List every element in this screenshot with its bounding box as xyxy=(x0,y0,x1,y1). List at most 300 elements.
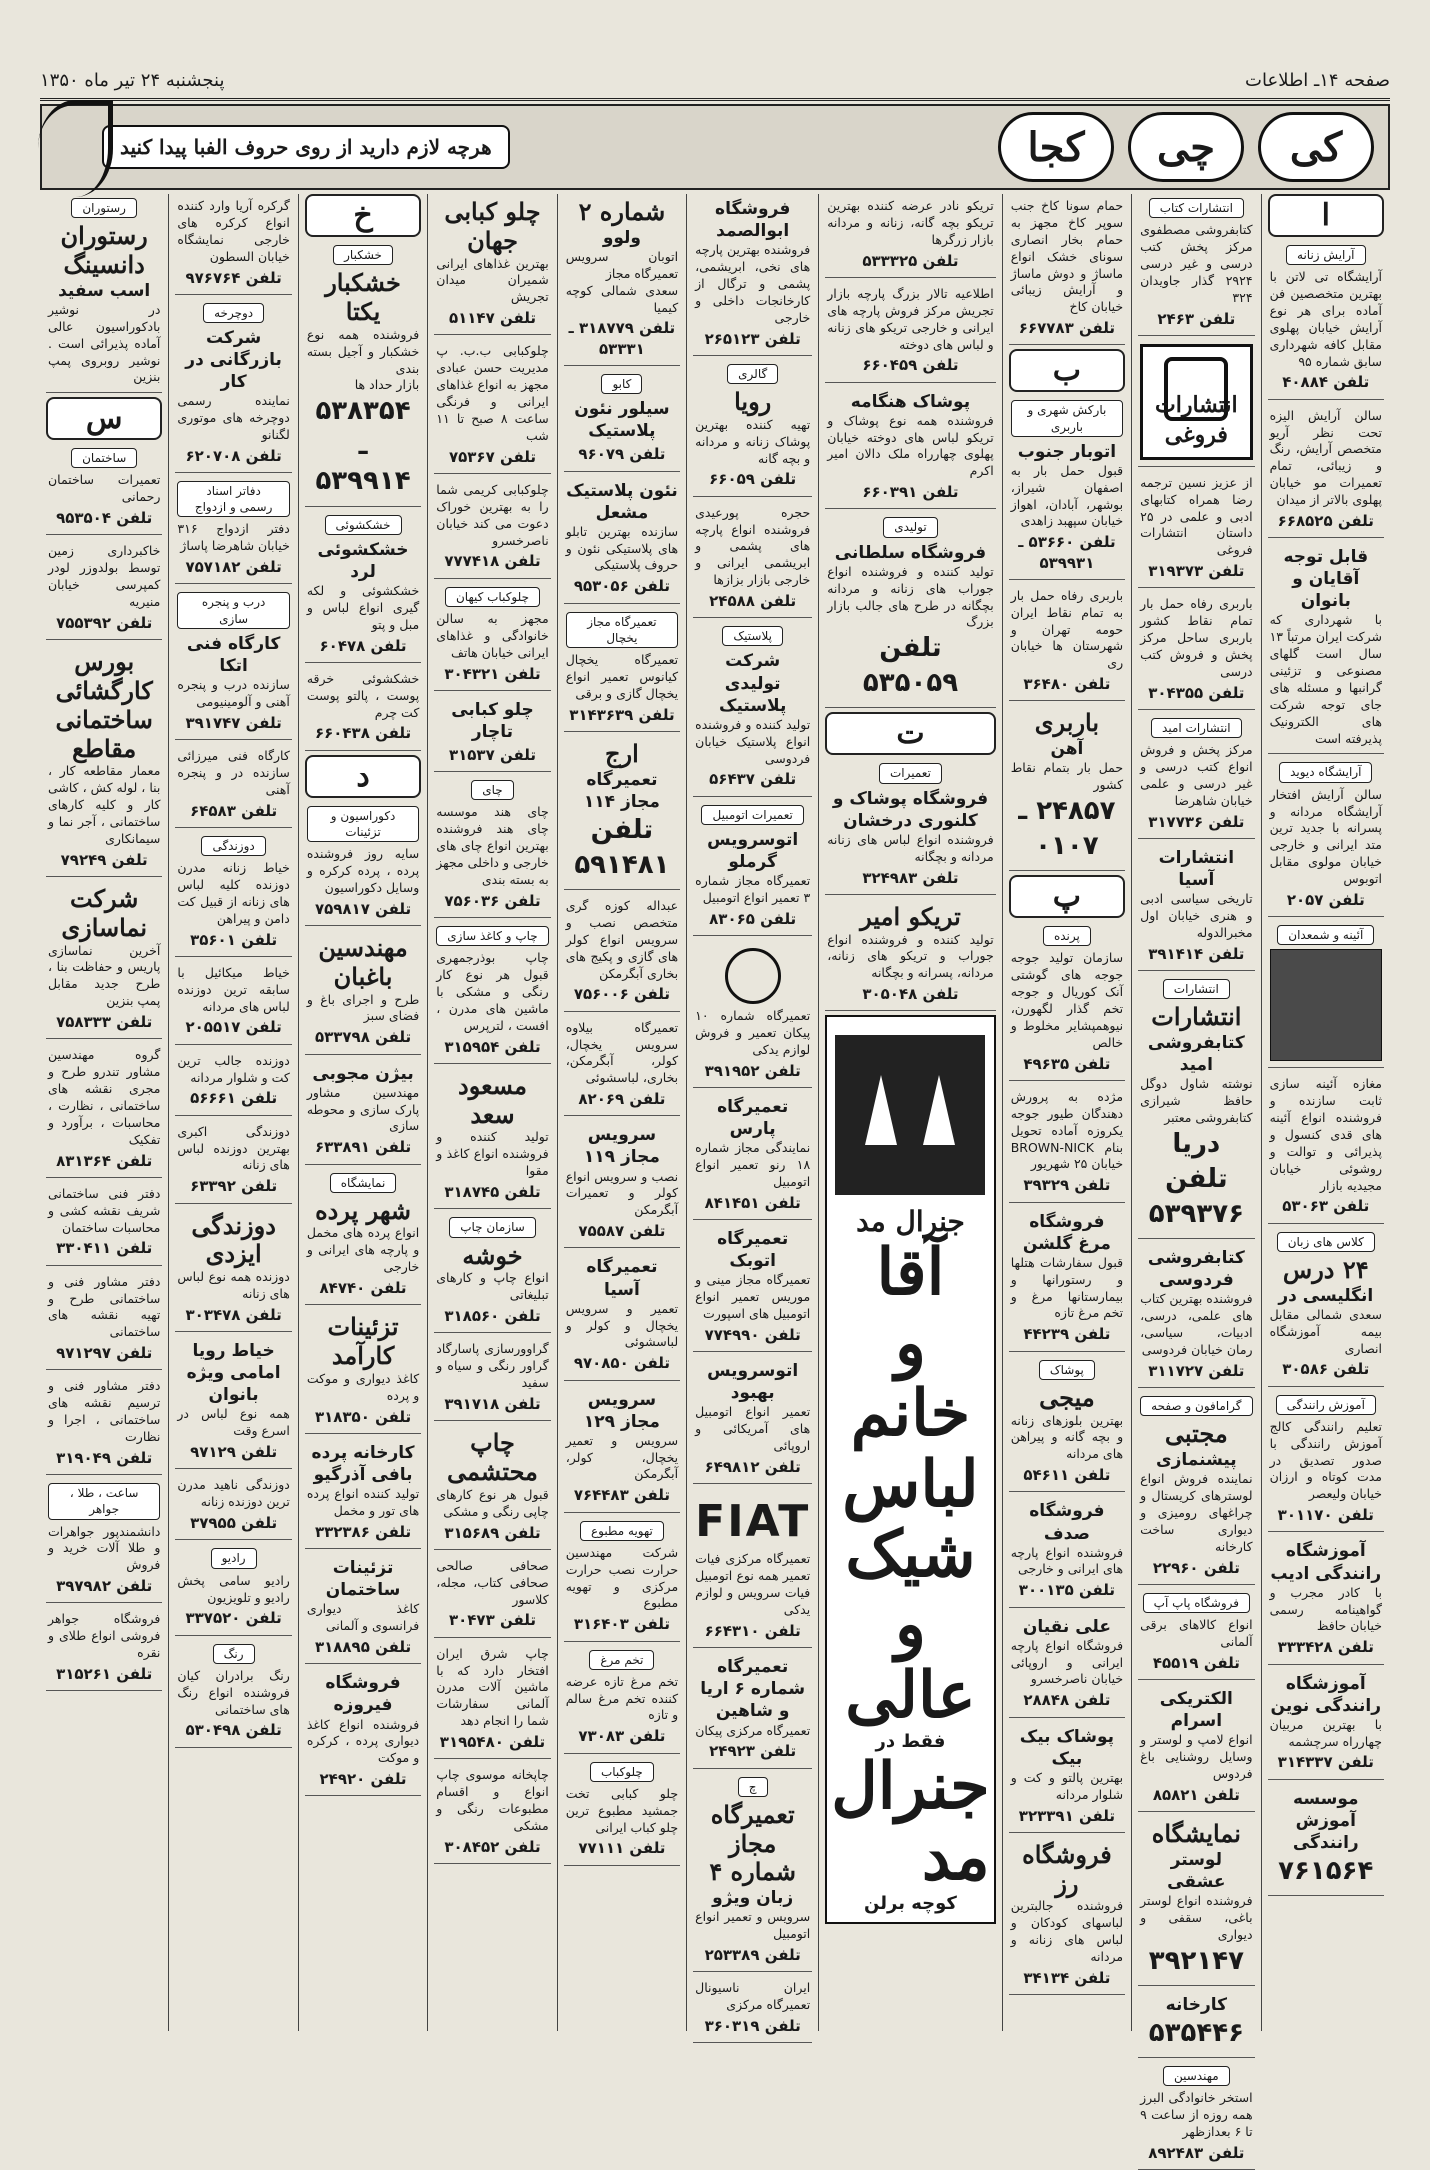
category-heading: تخم مرغ xyxy=(589,1650,654,1670)
classified-ad xyxy=(564,1385,680,1513)
fiat-logo: FIAT xyxy=(695,1496,811,1548)
ad-subheadline: تعمیرگاه شماره ۶ اریا و شاهین xyxy=(700,1657,806,1722)
publisher-name: انتشارات فروغی xyxy=(1155,392,1238,449)
phone-number: تلفن ۶۶۰۴۵۹ xyxy=(862,356,959,375)
ad-text: فروشنده بهترین کتاب های علمی، درسی، ادبیات، سیاسی، رمان خیابان فردوسی xyxy=(1140,1291,1253,1357)
classified-ad xyxy=(1009,1496,1125,1607)
phone-number: تلفن ۹۷۰۸۵۰ xyxy=(573,1354,671,1373)
ad-headline: و xyxy=(895,1305,926,1381)
ad-headline: دوزندگی ایزدی xyxy=(191,1210,276,1269)
category-heading: نمایشگاه xyxy=(330,1173,397,1193)
category-heading: آئینه و شمعدان xyxy=(1277,925,1374,945)
ad-subheadline: الکتریکی اسرام xyxy=(1159,1688,1233,1732)
phone-number: تلفن ۳۰۴۳۲۱ xyxy=(444,664,541,683)
phone-number: تلفن ۶۶۴۳۱۰ xyxy=(704,1621,801,1640)
classified-ad xyxy=(564,1758,680,1866)
ad-text: آخرین نماسازی پاریس و حفاظت بنا ، طرح جدید مقابل پمپ بنزین xyxy=(47,942,161,1009)
ad-text: چای هند موسسه چای هند فروشنده بهترین انواع چای های خارجی و داخلی مجهز به بسته بندی xyxy=(436,804,549,887)
ad-column xyxy=(40,194,168,2031)
phone-number: تلفن ۳۰۵۸۶ xyxy=(1282,1360,1370,1379)
banner-slogan: هرچه لازم دارید از روی حروف الفبا پیدا کنید xyxy=(102,125,510,169)
phone-number: تلفن ۵۳۳۳۲۵ xyxy=(862,251,959,270)
classified-ad xyxy=(46,1479,162,1603)
ad-text: انواع لامپ و لوستر و وسایل روشنایی باغ فردوس xyxy=(1140,1732,1253,1781)
classified-ad xyxy=(175,299,291,473)
ad-column xyxy=(298,194,427,2031)
classified-ad xyxy=(564,476,680,604)
phone-number: تلفن ۲۰۵۵۱۷ xyxy=(185,1018,282,1037)
ad-headline: شماره ۲ xyxy=(578,197,666,226)
ad-text: فروشگاه جواهر فروشی انواع طلای و نقره xyxy=(47,1611,161,1661)
ad-subheadline: فروشگاه پوشاک و کلنوری درخشان xyxy=(832,788,989,831)
phone-number: تلفن ۴۹۶۳۵ xyxy=(1023,1054,1111,1073)
ad-text: تعمیرات ساختمان رحمانی xyxy=(47,472,161,505)
classified-ad xyxy=(46,881,162,1039)
ad-column xyxy=(686,194,818,2036)
phone-number: تلفن ۳۱۹۰۴۹ xyxy=(56,1448,153,1467)
phone-number: تلفن ۳۰۴۳۵۵ xyxy=(1148,683,1245,702)
ad-text: مجهز به سالن خانوادگی و غذاهای ایرانی خیابان هاتف xyxy=(436,610,549,660)
ad-text: نوشته شاول دوگل حافظ شیرازی کتابفروشی معتبر xyxy=(1140,1076,1253,1125)
phone-number: دریا تلفن ۵۳۹۳۷۶ xyxy=(1148,1128,1244,1230)
phone-number: تلفن ۳۱۵۹۵۴ xyxy=(444,1037,541,1056)
ad-column xyxy=(557,194,686,2031)
category-heading: چاپ و کاغذ سازی xyxy=(436,926,548,946)
classified-ad xyxy=(46,1374,162,1475)
ad-text: تعمیرگاه شماره ۱۰ پیکان تعمیر و فروش لوازم یدکی xyxy=(695,1008,811,1057)
ad-subheadline: کارخانه پرده بافی آذرگیو xyxy=(311,1442,415,1486)
classified-ad xyxy=(1138,471,1254,589)
classified-ad xyxy=(1138,340,1254,467)
classified-ad xyxy=(564,1016,680,1117)
category-heading: گالری xyxy=(727,364,778,384)
ad-text: طرح و اجرای باغ و فضای سبز xyxy=(306,991,420,1024)
category-heading: مهندسین xyxy=(1163,2066,1230,2086)
phone-number: تلفن ۳۶۴۸۰ xyxy=(1023,675,1111,694)
classified-ad xyxy=(1009,1837,1125,1995)
ad-text: تولید کننده و فروشنده انواع کاغذ و مقوا xyxy=(436,1129,549,1179)
ad-text: سازنده بهترین تابلو های پلاستیکی نئون و حروف پلاستیکی xyxy=(565,523,679,573)
ad-text: دوزندگی ناهید مدرن ترین دوزنده زنانه xyxy=(177,1477,290,1510)
ad-text: حمل بار بتمام نقاط کشور xyxy=(1010,760,1124,793)
ad-text: شرکت مهندسین حرارت نصب حرارت مرکزی و تهویه مطبوع xyxy=(565,1544,679,1611)
phone-number: تلفن ۳۱۹۵۴۸۰ xyxy=(439,1733,546,1752)
ad-subheadline: اتوسرویس بهبود xyxy=(707,1361,799,1404)
classified-ad xyxy=(46,539,162,640)
classified-ad xyxy=(1138,1392,1254,1585)
phone-number: تلفن ۳۴۱۳۴ xyxy=(1023,1968,1111,1987)
classified-ad xyxy=(434,1642,550,1760)
section-letter: ا xyxy=(1268,194,1384,237)
phone-number: تلفن ۳۱۸۸۹۵ xyxy=(314,1638,412,1657)
phone-number: تلفن ۶۶۰۳۹۱ xyxy=(862,483,959,502)
phone-number: تلفن ۵۹۱۴۸۱ xyxy=(574,814,670,880)
ad-text: سایه روز فروشنده پرده ، پرده کرکره و وسایل دکوراسیون xyxy=(306,846,420,895)
ad-headline: انتشارات xyxy=(1151,1002,1242,1032)
classified-ad xyxy=(1009,1612,1125,1718)
classified-ad xyxy=(564,194,680,366)
ad-subheadline: فروشگاه سلطانی xyxy=(834,542,987,563)
classified-ad xyxy=(1138,975,1254,1239)
classified-ad xyxy=(434,1763,550,1864)
banner-word-who: کی xyxy=(1258,112,1374,182)
classified-ad xyxy=(305,1309,421,1434)
ad-text: آرایشگاه تی لاتن با بهترین متخصصین فن آماده برای هر نوع آرایش خیابان پهلوی مقابل کافه شهرداری سابق شماره ۹۵ xyxy=(1269,269,1382,369)
phone-number: تلفن ۳۹۳۲۹ xyxy=(1023,1176,1111,1195)
ad-text: با بهترین مربیان چهارراه سرچشمه xyxy=(1269,1716,1382,1749)
ad-text: گروه مهندسین مشاور تندرو طرح و مجری نقشه های ساختمانی ، نظارت ، محاسبات ، برآورد و تفکیک xyxy=(47,1047,161,1147)
phone-number: تلفن ۹۷۱۲۹ xyxy=(190,1443,278,1462)
phone-number: تلفن ۵۶۶۶۱ xyxy=(190,1089,278,1108)
ad-text: کاغذ دیواری فرانسوی و آلمانی xyxy=(306,1601,420,1634)
phone-number: تلفن ۳۳۰۴۱۱ xyxy=(56,1239,153,1258)
ad-text: سرویس و تعمیر انواع اتومبیل xyxy=(695,1909,811,1942)
ad-text: نماینده فروش انواع لوسترهای کریستال و چراغهای رومیزی و دیواری ساخت کارخانه xyxy=(1140,1471,1253,1554)
classified-ad xyxy=(1009,584,1125,702)
ad-text: تاریخی سیاسی ادبی و هنری خیابان اول مخبرالدوله xyxy=(1140,891,1253,940)
ad-text: ایران ناسیونال تعمیرگاه مرکزی xyxy=(695,1980,811,2013)
classified-ad xyxy=(1138,714,1254,839)
phone-number: تلفن ۶۳۳۸۹۱ xyxy=(314,1138,412,1157)
category-heading: تولیدی xyxy=(883,517,938,537)
classified-ad xyxy=(564,894,680,1012)
phone-number: تلفن ۳۱۴۳۶۳۹ xyxy=(569,705,675,724)
classified-ad xyxy=(693,1976,812,2043)
ad-headline: چلو کبابی جهان xyxy=(444,197,541,255)
ad-subheadline: کارخانه xyxy=(1165,1994,1228,2015)
ad-text: تعمیر و سرویس یخچال و کولر و لباسشوئی xyxy=(565,1300,679,1350)
phone-number: تلفن ۶۳۳۹۲ xyxy=(190,1177,278,1196)
ad-headline: ۲۴ درس xyxy=(1282,1254,1369,1284)
category-heading: درب و پنجره سازی xyxy=(177,592,289,628)
phone-number: تلفن ۷۵۹۸۱۷ xyxy=(314,899,412,918)
ad-subheadline: تعمیرگاه پارس xyxy=(717,1096,789,1139)
ad-headline: فروشگاه رز xyxy=(1022,1839,1112,1898)
ad-column xyxy=(818,194,1001,2031)
ad-subheadline: علی نقیان xyxy=(1022,1616,1111,1637)
ad-text: از عزیز نسین ترجمه رضا همراه کتابهای ادبی و علمی در ۲۵ داستان انتشارات فروغی xyxy=(1140,474,1253,558)
ad-text: مغازه آئینه سازی ثابت سازنده و فروشنده انواع آئینه های قدی کنسول و پذیرائی و توالت و روشوئی خیابان مجیدیه بازار xyxy=(1269,1076,1382,1193)
phone-number: تلفن ۳۹۱۷۴۷ xyxy=(185,713,282,732)
classified-ad xyxy=(434,1213,550,1333)
ad-column xyxy=(1261,194,1390,2031)
phone-number: ۷۶۱۵۶۴ xyxy=(1278,1856,1374,1887)
ad-text: سازمان تولید جوجه جوجه های گوشتی آنک کوریال و جوجه تخم گذار لگهورن، نیوهمپشایر مخلوط و خالص xyxy=(1010,950,1124,1050)
phone-number: تلفن ۴۴۲۳۹ xyxy=(1023,1325,1111,1344)
phone-number: تلفن ۳۰۰۱۳۵ xyxy=(1018,1581,1116,1600)
ad-text: فروشنده جالبترین لباسهای کودکان و لباس های زنانه و مردانه xyxy=(1010,1898,1124,1964)
ad-subheadline: سرویس مجاز ۱۱۹ xyxy=(583,1125,660,1168)
ad-subheadline: بیژن مجوبی xyxy=(312,1063,414,1084)
ad-headline: چاپ محتشمی xyxy=(447,1428,538,1486)
ad-column xyxy=(1002,194,1131,2031)
ad-text: سازنده درب و پنجره آهنی و آلومینیومی xyxy=(177,677,290,709)
phone-number: تلفن ۳۳۲۳۸۶ xyxy=(314,1522,412,1541)
phone-number: تلفن ۲۰۵۷ xyxy=(1286,890,1365,909)
classified-ad xyxy=(693,194,812,356)
classified-ad xyxy=(825,899,995,1012)
classified-ad xyxy=(825,759,995,894)
phone-number: تلفن ۷۵۵۸۷ xyxy=(578,1222,666,1241)
ad-subheadline: شرکت بازرگانی در کار xyxy=(185,327,282,393)
classified-ad xyxy=(434,583,550,691)
ad-headline: رستوران دانسینگ xyxy=(60,221,148,279)
ad-text: قبول حمل بار به اصفهان شیراز، بوشهر، آبادان، اهواز خیابان سپهبد زاهدی xyxy=(1010,462,1124,529)
classified-ad xyxy=(1268,404,1384,539)
classified-ad xyxy=(434,339,550,474)
phone-number: تلفن ۳۰۱۱۷۰ xyxy=(1277,1506,1374,1525)
category-heading: بارکش شهری و باربری xyxy=(1011,400,1123,436)
ad-text: تولید کننده و فروشنده انواع جوراب های زنانه و مردانه بچگانه در طرح های جالب بازار بزرگ xyxy=(827,563,994,630)
classified-ad xyxy=(434,1337,550,1421)
ad-text: چلوکبابی کریمی شما را به بهترین خوراک دعوت می کند خیابان ناصرخسرو xyxy=(436,481,549,548)
classified-ad xyxy=(1138,2062,1254,2170)
classified-ad xyxy=(1268,1784,1384,1896)
ad-subheadline: انتشارات آسیا xyxy=(1158,848,1235,891)
category-heading: رستوران xyxy=(71,198,137,218)
phone-number: تلفن ۶۶۸۵۲۵ xyxy=(1277,511,1374,530)
ad-text: تعمیر انواع اتومبیل های آمریکائی و اروپائی xyxy=(695,1404,811,1453)
phone-number: تلفن ۶۶۰۴۳۸ xyxy=(314,724,412,743)
category-heading: رادیو xyxy=(211,1548,257,1568)
phone-number: تلفن ۵۴۶۱۱ xyxy=(1023,1466,1111,1485)
classified-ad xyxy=(1268,1391,1384,1533)
classified-ad xyxy=(434,478,550,579)
classified-ad xyxy=(175,832,291,957)
category-heading: چ xyxy=(738,1777,768,1797)
classified-ad xyxy=(825,194,995,278)
ad-text: خیاط میکائیل با سابقه ترین دوزنده لباس های مردانه xyxy=(177,964,290,1014)
ad-text: تولید کننده و فروشنده انواع جوراب و تریکو های زنانه، مردانه، پسرانه و بچگانه xyxy=(827,931,994,981)
banner-word-what: چی xyxy=(1128,112,1244,182)
ad-text: حمام سونا کاخ جنب سوپر کاخ مجهز به حمام بخار انصاری سونای خشک انواع ماساژ و دوش ماساژ و آرایش زیبائی خیابان کاخ xyxy=(1010,198,1124,315)
ad-headline: مجتبی xyxy=(1164,1419,1228,1449)
ad-text: رادیو سامی پخش رادیو و تلویزیون xyxy=(177,1572,290,1605)
ad-headline: بورس کارگشائی ساختمانی مقاطع xyxy=(55,647,153,763)
ad-text: دفتر مشاور فنی و ترسیم نقشه های ساختمانی ، اجرا و نظارت xyxy=(47,1378,161,1445)
ad-subheadline: کتابفروشی فردوسی xyxy=(1147,1248,1245,1291)
classified-ad xyxy=(693,622,812,796)
ad-text: بهترین غذاهای ایرانی شمیران میدان تجریش xyxy=(436,255,549,305)
phone-number: تلفن ۲۲۹۶۰ xyxy=(1152,1558,1240,1577)
ad-headline: آقا xyxy=(876,1235,945,1311)
ad-text: سالن آرایش افتخار آرایشگاه مردانه و پسرانه با جدید ترین متد ایرانی و خارجی خیابان مولوی مقابل اتوبوس xyxy=(1269,786,1382,887)
ad-text: دوزندگی اکبری بهترین دوزنده لباس های زنانه xyxy=(177,1123,290,1173)
classified-ad xyxy=(175,744,291,828)
classified-ad xyxy=(1138,194,1254,336)
brand-name: جنرال مد xyxy=(856,1205,965,1239)
ad-subheadline: زبان ویژو xyxy=(712,1888,794,1909)
phone-number: تلفن ۳۱۸۷۴۵ xyxy=(444,1183,541,1202)
phone-number: تلفن ۷۵۶۰۰۶ xyxy=(573,985,671,1004)
category-heading: آرایشگاه دیوید xyxy=(1279,762,1372,782)
ad-text: گراوورسازی پاسارگاد گراور رنگی و سیاه و سفید xyxy=(436,1341,549,1391)
phone-number: تلفن ۸۴۷۴۰ xyxy=(319,1279,407,1298)
classified-ad xyxy=(305,511,421,663)
category-heading: انتشارات کتاب xyxy=(1149,198,1244,218)
ad-text: فقط در xyxy=(875,1731,946,1753)
phone-number: تلفن ۵۳۰۶۳ xyxy=(1282,1197,1370,1216)
phone-number: تلفن ۳۰۵۰۴۸ xyxy=(862,985,959,1004)
phone-number: تلفن ۲۴۹۲۰ xyxy=(319,1770,407,1789)
ad-text: دوزنده جالب ترین کت و شلوار مردانه xyxy=(177,1052,290,1085)
classified-ad xyxy=(1009,922,1125,1081)
classified-ad xyxy=(175,1640,291,1748)
classified-ad xyxy=(434,776,550,918)
classified-ad xyxy=(434,1425,550,1550)
classified-ad xyxy=(175,588,291,740)
ad-text: فروشنده همه نوع پوشاک و تریکو لباس های دوخته خیابان پهلوی چهارراه ملک دالان امیر اکرم xyxy=(827,412,994,479)
phone-number: تلفن ۵۶۴۳۷ xyxy=(709,770,797,789)
ad-text: کاغذ دیواری و موکت و پرده xyxy=(306,1370,420,1403)
classified-ad xyxy=(1138,1684,1254,1812)
classified-ad xyxy=(564,608,680,732)
category-heading: چای xyxy=(471,780,513,800)
phone-number: تلفن ۹۷۶۷۶۴ xyxy=(185,268,282,287)
ad-text: فروشنده انواع کاغذ دیواری پرده ، کرکره و موکت xyxy=(306,1716,420,1766)
classified-ad xyxy=(1138,843,1254,971)
classified-ad xyxy=(175,1336,291,1469)
phone-number: تلفن ۵۳۵۰۵۹ xyxy=(862,633,959,699)
phone-number: تلفن ۳۱۴۳۳۷ xyxy=(1277,1753,1374,1772)
phone-number: تلفن ۵۳۰۴۹۸ xyxy=(185,1721,282,1740)
ad-subheadline: فروشگاه فیروزه xyxy=(325,1673,401,1716)
classified-ad xyxy=(693,801,812,936)
phone-number: تلفن ۵۱۱۴۷ xyxy=(448,309,537,328)
category-heading: دوزندگی xyxy=(201,836,265,856)
phone-number: تلفن ۳۱۵۶۸۹ xyxy=(444,1523,541,1542)
ad-text: باربری رفاه حمل بار تمام نقاط کشور باربری ساحل مرکز پخش و فروش کتب درسی xyxy=(1140,596,1253,679)
ad-subheadline: آموزشگاه رانندگی ادیب xyxy=(1270,1541,1382,1584)
classified-ad xyxy=(46,194,162,393)
ad-text: نصب و سرویس انواع کولر و تعمیرات آبگرمکن xyxy=(565,1168,679,1218)
category-heading: انتشارات xyxy=(1163,979,1230,999)
phone-number: تلفن ۴۰۸۸۴ xyxy=(1282,373,1370,392)
publisher-logo xyxy=(1140,344,1252,460)
ad-headline: خانم xyxy=(850,1376,971,1452)
phone-number: تلفن ۳۱۷۷۳۶ xyxy=(1148,812,1245,831)
category-heading: کلاس های زبان xyxy=(1277,1232,1375,1252)
ad-text: تعمیرگاه مرکزی پیکان xyxy=(695,1722,811,1738)
phone-number: تلفن ۳۹۱۷۱۸ xyxy=(444,1394,541,1413)
phone-number: تلفن ۸۲۰۶۹ xyxy=(578,1090,666,1109)
phone-number: تلفن ۵۳۶۶۰ ـ ۵۳۹۹۳۱ xyxy=(1018,533,1116,572)
ad-text: سرویس و تعمیر یخچال، کولر، آبگرمکن xyxy=(565,1432,679,1482)
ad-text: همه نوع لباس در اسرع وقت xyxy=(177,1406,290,1439)
ad-text: چاپ بوذرجمهری قبول هر نوع کار رنگی و مشکی با ماشین های مدرن ، افست ، لترپرس xyxy=(436,950,549,1033)
phone-number: تلفن ۸۳۰۶۵ xyxy=(709,909,797,928)
ad-subheadline: فروشگاه ابوالصمد xyxy=(715,199,791,242)
phone-number: تلفن ۹۵۳۰۵۶ xyxy=(573,577,671,596)
ad-subheadline: تعمیرگاه اتوبک xyxy=(717,1228,789,1272)
phone-number: تلفن ۷۹۲۴۹ xyxy=(60,850,148,869)
category-heading: دفاتر اسناد رسمی و ازدواج xyxy=(177,481,289,517)
classified-ad xyxy=(1009,1356,1125,1493)
phone-number: تلفن ۷۷۴۹۹۰ xyxy=(704,1325,801,1344)
ad-text: در نوشیر بادکوراسیون عالی آماده پذیرائی است . نوشیر روبروی پمپ بنزین xyxy=(47,301,161,385)
classified-ad xyxy=(693,1224,812,1352)
ad-text: مهندسین مشاور پارک سازی و محوطه سازی xyxy=(306,1084,420,1134)
category-heading: چلوکباب کیهان xyxy=(445,587,540,607)
ad-headline: مسعود سعد xyxy=(458,1070,527,1129)
phone-number: تلفن ۲۴۶۳ xyxy=(1157,309,1236,328)
category-heading: پوشاک xyxy=(1039,1360,1095,1380)
ad-subheadline: نئون پلاستیک مشعل xyxy=(566,480,678,523)
ad-text: سعدی شمالی مقابل بیمه آموزشگاه انصاری xyxy=(1269,1306,1382,1356)
category-heading: چلوکباب xyxy=(590,1762,654,1782)
ad-text: فروشنده بهترین پارچه های نخی، ابریشمی، پشمی و ترگال از کارخانجات داخلی و خارجی xyxy=(695,242,811,325)
phone-number: تلفن ۳۱۸۳۵۰ xyxy=(314,1407,412,1426)
phone-number: تلفن ۳۶۰۳۱۹ xyxy=(704,2017,801,2036)
category-heading: دوچرخه xyxy=(203,303,264,323)
phone-number: تلفن ۸۴۱۴۵۱ xyxy=(704,1193,801,1212)
ad-headline: عالی xyxy=(845,1657,976,1733)
ad-subheadline: کارگاه فنی اتکا xyxy=(186,633,281,676)
category-heading: ساختمان xyxy=(71,448,137,468)
phone-number: تلفن ۷۵۳۶۷ xyxy=(448,447,537,466)
category-heading: رنگ xyxy=(213,1644,255,1664)
classified-ad xyxy=(825,513,995,708)
phone-number: تلفن ۶۴۹۸۱۲ xyxy=(704,1457,801,1476)
classified-ad xyxy=(1009,1085,1125,1203)
ad-text: مرکز پخش و فروش انواع کتب درسی و غیر درسی و علمی خیابان شاهرضا xyxy=(1140,742,1253,808)
address-text: کوچه برلن xyxy=(864,1893,957,1914)
category-heading: پرنده xyxy=(1043,926,1091,946)
classified-ad xyxy=(175,194,291,295)
classified-ad xyxy=(693,501,812,619)
classified-ad xyxy=(46,1270,162,1371)
ad-text: بهترین پالتو و کت و شلوار مردانه xyxy=(1010,1769,1124,1802)
classified-ad xyxy=(1009,705,1125,871)
phone-number: تلفن ۹۶۰۷۹ xyxy=(578,445,666,464)
phone-number: تلفن ۲۴۵۸۸ xyxy=(709,592,797,611)
classified-ad xyxy=(175,1473,291,1540)
ad-headline: خشکبار یکتا xyxy=(325,268,401,326)
ad-text: دوزنده همه نوع لباس های زنانه xyxy=(177,1269,290,1302)
ad-headline: شرکت نماسازی xyxy=(61,884,147,942)
classified-ad xyxy=(1268,241,1384,400)
ad-subheadline: سرویس مجاز ۱۲۹ xyxy=(583,1389,660,1432)
ad-text: تعمیرگاه یخچال کیانوس تعمیر انواع یخچال گازی و برقی xyxy=(565,651,679,701)
ad-text: تعلیم رانندگی کالج آموزش رانندگی با صدور تصدیق در مدت کوتاه و ارزان خیابان ولیعصر xyxy=(1269,1418,1382,1502)
ad-headline: ارج xyxy=(605,738,639,768)
page-header xyxy=(40,62,1390,101)
ad-text: با کادر مجرب و گواهینامه رسمی خیابان حافظ xyxy=(1269,1584,1382,1634)
ad-column xyxy=(427,194,556,2031)
phone-number: تلفن ۶۲۰۷۰۸ xyxy=(185,446,282,465)
ad-text: خاکبرداری زمین توسط بولدوزر لودر کمپرسی خیابان منیریه xyxy=(47,543,161,610)
ad-text: کتابفروشی مصطفوی مرکز پخش کتب درسی و غیر درسی ۲۹۲۴ گذار جاویدان ۳۲۴ xyxy=(1140,222,1253,305)
ad-text: انواع کالاهای برقی آلمانی xyxy=(1140,1616,1253,1649)
ad-text: خشکشوئی و لکه گیری انواع لباس و مبل و پتو xyxy=(306,582,420,632)
classified-ad xyxy=(46,644,162,877)
ad-column xyxy=(168,194,297,2031)
classified-ad xyxy=(175,961,291,1045)
ad-text: فروشنده انواع لباس های زنانه مردانه و بچگانه xyxy=(827,831,994,864)
category-heading: تهویه مطبوع xyxy=(580,1521,664,1541)
ad-headline: مهندسین باغبان xyxy=(318,932,408,991)
classified-ad xyxy=(46,1607,162,1691)
category-heading: خشکبار xyxy=(333,245,393,265)
ad-subheadline: فروشگاه صدف xyxy=(1029,1501,1105,1544)
category-heading: گرامافون و صفحه xyxy=(1140,1396,1252,1416)
ornament-curl-icon xyxy=(38,100,113,197)
ad-subheadline: ولوو xyxy=(602,227,642,248)
classified-ad xyxy=(1138,1816,1254,1986)
ad-subheadline: پیشنمازی xyxy=(1155,1450,1237,1471)
classified-ad xyxy=(434,1554,550,1638)
ad-text: حجره پورعیدی فروشنده انواع پارچه های پشمی و ابریشمی ایرانی و خارجی بازار بزازها xyxy=(695,504,811,588)
